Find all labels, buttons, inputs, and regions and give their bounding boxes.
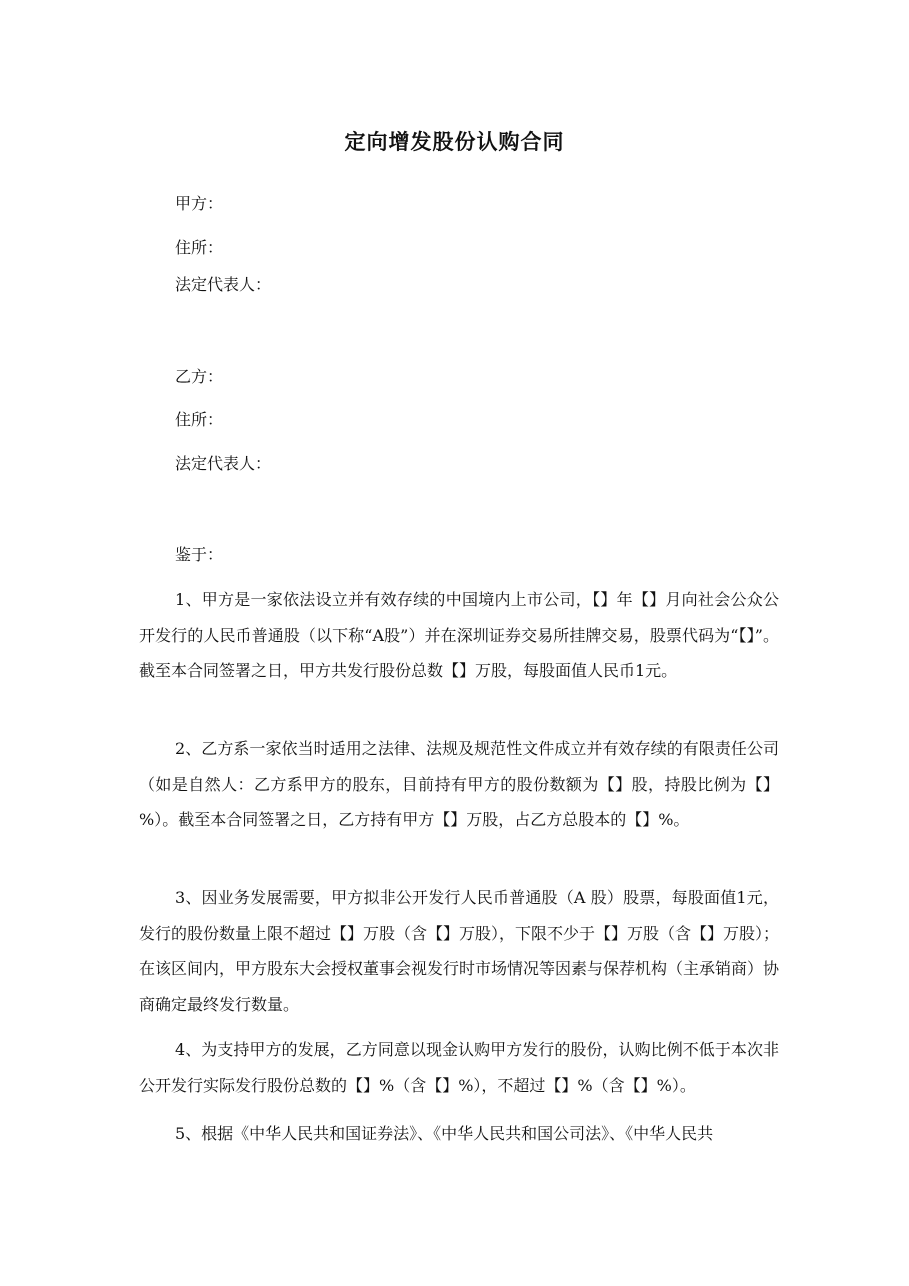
party-a-label: 甲方：	[175, 194, 224, 213]
whereas-label: 鉴于：	[175, 545, 224, 564]
clause-2: 2、乙方系一家依当时适用之法律、法规及规范性文件成立并有效存续的有限责任公司（如是自然人：乙方系甲方的股东，目前持有甲方的股份数额为【】股，持股比例为【】%）。截至本合同签署之日，乙方持有甲方【】万股，占乙方总股本的【】%。	[139, 739, 779, 829]
clause-4: 4、为支持甲方的发展，乙方同意以现金认购甲方发行的股份，认购比例不低于本次非公开发行实际发行股份总数的【】%（含【】%），不超过【】%（含【】%）。	[139, 1040, 779, 1095]
clause-1: 1、甲方是一家依法设立并有效存续的中国境内上市公司，【】年【】月向社会公众公开发行的人民币普通股（以下称“A股”）并在深圳证券交易所挂牌交易，股票代码为“【】”。截至本合同签署之日，甲方共发行股份总数【】万股，每股面值人民币1元。	[139, 590, 779, 680]
party-b-representative-label: 法定代表人：	[175, 454, 272, 473]
clause-3: 3、因业务发展需要，甲方拟非公开发行人民币普通股（A 股）股票，每股面值1元，发行的股份数量上限不超过【】万股（含【】万股），下限不少于【】万股（含【】万股）；在该区间内，甲方股东大会授权董事会视发行时市场情况等因素与保荐机构（主承销商）协商确定最终发行数量。	[139, 888, 780, 1014]
document-title: 定向增发股份认购合同	[344, 129, 565, 154]
party-a-representative-label: 法定代表人：	[175, 275, 272, 294]
party-b-address-label: 住所：	[175, 410, 224, 429]
party-a-address-label: 住所：	[175, 238, 224, 257]
clause-5: 5、根据《中华人民共和国证券法》、《中华人民共和国公司法》、《中华人民共	[175, 1124, 714, 1143]
party-b-label: 乙方：	[175, 367, 224, 386]
